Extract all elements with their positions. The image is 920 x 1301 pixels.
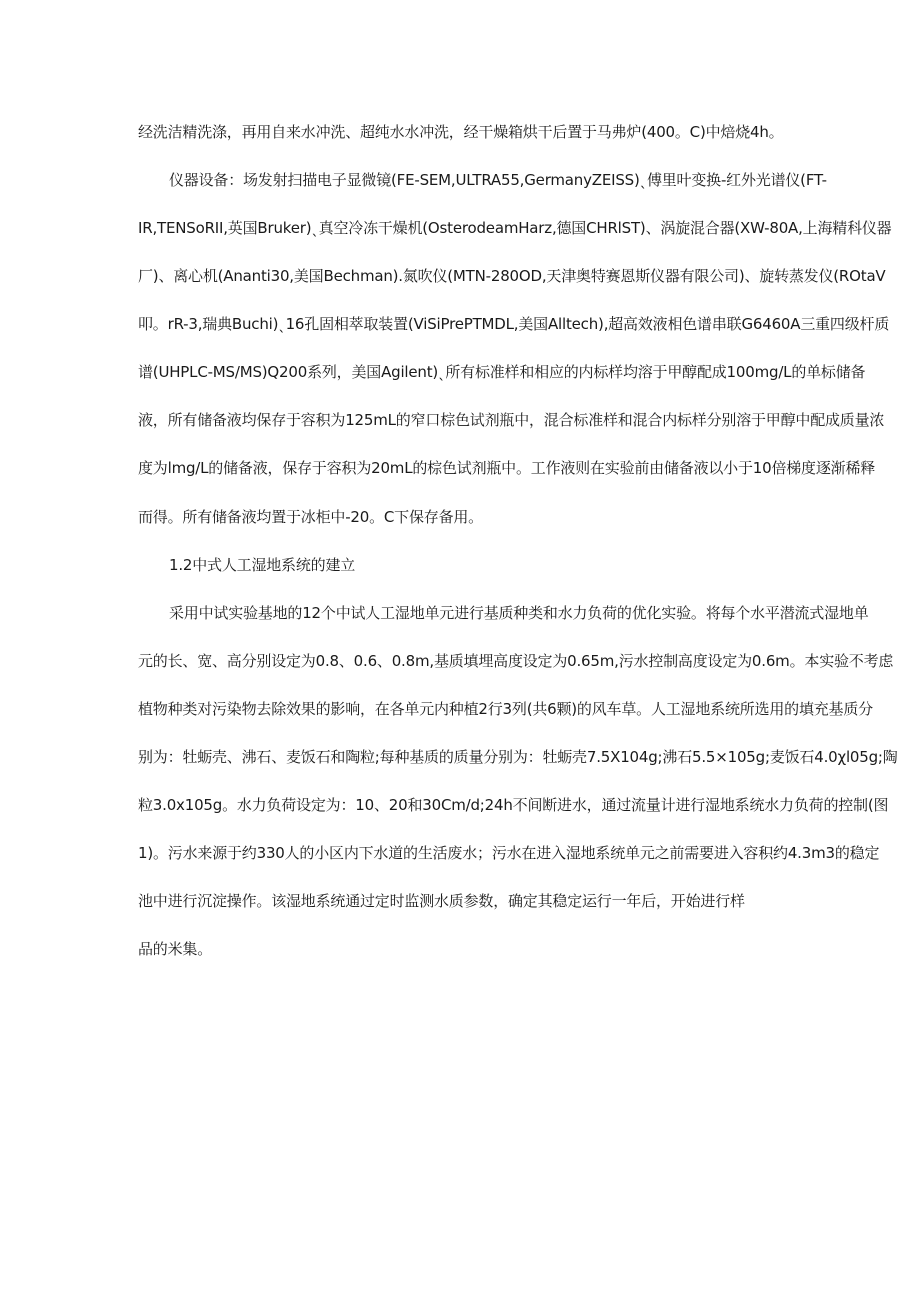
paragraph-line: 度为lmg/L的储备液，保存于容积为20mL的棕色试剂瓶中。工作液则在实验前由储备液以小于10倍梯度逐渐稀释 <box>138 459 876 477</box>
paragraph-line: 植物种类对污染物去除效果的影响，在各单元内种植2行3列(共6颗)的风车草。人工湿地系统所选用的填充基质分 <box>138 700 873 718</box>
paragraph-line: 厂)、离心机(Ananti30,美国Bechman).氮吹仪(MTN-280OD,天津奥特赛恩斯仪器有限公司)、旋转蒸发仪(ROtaV <box>138 267 886 285</box>
paragraph-line: 谱(UHPLC-MS/MS)Q200系列，美国Agilent)ˎ所有标准样和相应的内标样均溶于甲醇配成100mg/L的单标储备 <box>138 363 866 381</box>
paragraph-line: IR,TENSoRII,英国Bruker)ˎ真空冷冻干燥机(OsterodeamHarz,德国CHRlST)、涡旋混合器(XW-80A,上海精科仪器 <box>138 219 892 237</box>
paragraph-line: 液，所有储备液均保存于容积为125mL的窄口棕色试剂瓶中，混合标准样和混合内标样分别溶于甲醇中配成质量浓 <box>138 411 885 429</box>
paragraph-line: 池中进行沉淀操作。该湿地系统通过定时监测水质参数，确定其稳定运行一年后，开始进行样 <box>138 892 745 910</box>
paragraph-line: 叩。rR-3,瑞典Buchi)ˎ16孔固相萃取装置(ViSiPrePTMDL,美国Alltech),超高效液相色谱串联G6460A三重四级杆质 <box>138 315 890 333</box>
paragraph-line: 仪器设备：场发射扫描电子显微镜(FE-SEM,ULTRA55,GermanyZEISS)ˎ傅里叶变换-红外光谱仪(FT- <box>169 171 827 189</box>
paragraph-line: 经洗洁精洗涤，再用自来水冲洗、超纯水水冲洗，经干燥箱烘干后置于马弗炉(400。C)中焙烧4h。 <box>138 123 784 141</box>
section-heading: 1.2中式人工湿地系统的建立 <box>169 556 356 574</box>
paragraph-line: 采用中试实验基地的12个中试人工湿地单元进行基质种类和水力负荷的优化实验。将每个水平潜流式湿地单 <box>169 604 869 622</box>
paragraph-line: 品的米集。 <box>138 940 213 958</box>
paragraph-line: 1)。污水来源于约330人的小区内下水道的生活废水；污水在进入湿地系统单元之前需要进入容积约4.3m3的稳定 <box>138 844 880 862</box>
paragraph-line: 粒3.0x105g。水力负荷设定为：10、20和30Cm/d;24h不间断进水，通过流量计进行湿地系统水力负荷的控制(图 <box>138 796 889 814</box>
paragraph-line: 而得。所有储备液均置于冰柜中-20。C下保存备用。 <box>138 508 483 526</box>
paragraph-line: 别为：牡蛎壳、沸石、麦饭石和陶粒;每种基质的质量分别为：牡蛎壳7.5X104g;沸石5.5×105g;麦饭石4.0χl05g;陶 <box>138 748 898 766</box>
paragraph-line: 元的长、宽、高分别设定为0.8、0.6、0.8m,基质填埋高度设定为0.65m,污水控制高度设定为0.6m。本实验不考虑 <box>138 652 894 670</box>
